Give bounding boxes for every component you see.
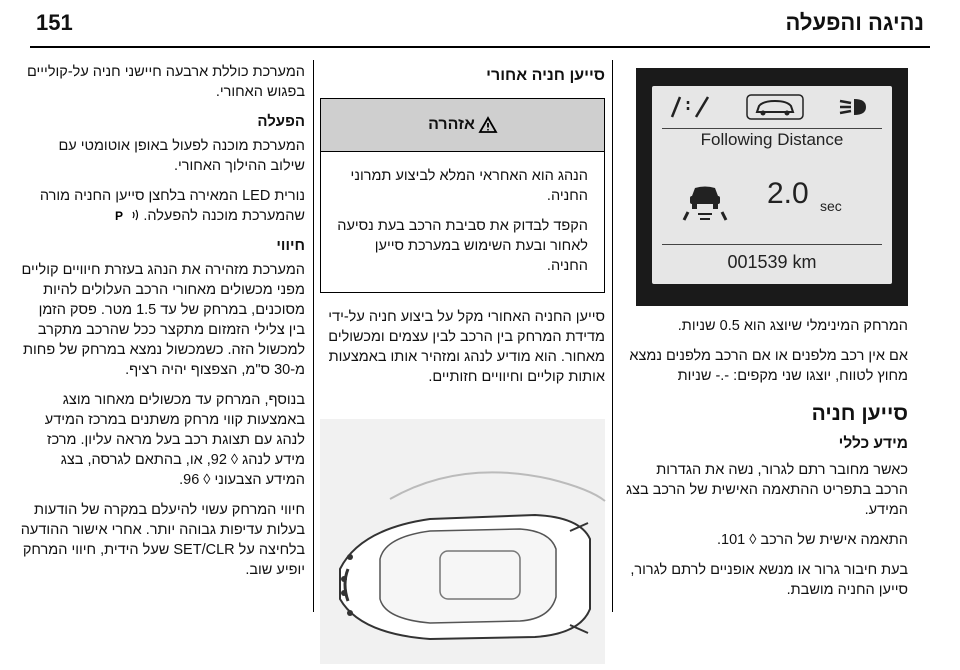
section-heading: סייען חניה אחורי xyxy=(486,67,605,84)
section-title: נהיגה והפעלה xyxy=(785,10,924,35)
display-screen xyxy=(652,86,892,284)
following-distance-unit: sec xyxy=(820,198,842,214)
warning-body xyxy=(321,152,604,292)
following-distance-value: 2.0 xyxy=(767,177,809,210)
paragraph: המערכת מזהירה את הנהג בעזרת חיוויים קוליים מפני מכשולים מאחורי הרכב העלולים להיות מסוכנים, במרחק של עד 1.5 מטר. פסק הזמן בין צלילי הזמזום מתקצר ככל שהרכב מתקרב למכשול הזה. כשמכשול נמצא במרחק של פחות מ-30 ס"מ, הצפצוף יהיה רציף. xyxy=(21,262,305,378)
car-rear-view-icon xyxy=(320,419,605,664)
following-distance-icon xyxy=(682,182,728,222)
paragraph: בעת חיבור גרור או מנשא אופניים לרתם לגרור, סייען החניה מושבת. xyxy=(630,562,908,598)
paragraph: אם אין רכב מלפנים או אם הרכב מלפנים נמצא מחוץ לטווח, יוצגו שני מקפים: -.- שניות xyxy=(629,348,908,384)
page-number: 151 xyxy=(36,10,73,35)
led-paragraph-text: נורית LED המאירה בלחצן סייען החניה מורה שהמערכת מוכנה להפעלה. xyxy=(39,188,305,224)
headlight-icon xyxy=(836,95,876,119)
warning-paragraph: הקפד לבדוק את סביבת הרכב בעת נסיעה לאחור ובעת השימוש במערכת סייען החניה. xyxy=(337,218,588,274)
paragraph: חיווי המרחק עשוי להיעלם במקרה של הודעות בעלות עדיפות גבוהה יותר. אחרי אישור ההודעה בלחיצה על SET/CLR שעל הידית, חיווי המרחק יופיע שוב. xyxy=(20,502,305,578)
display-title: Following Distance xyxy=(700,130,844,149)
warning-title: אזהרה xyxy=(428,116,475,133)
warning-paragraph: הנהג הוא האחראי המלא לביצוע תמרוני החניה. xyxy=(350,168,588,204)
warning-triangle-icon xyxy=(479,117,497,133)
middle-column xyxy=(320,62,605,664)
paragraph: בנוסף, המרחק עד מכשולים מאחור מוצג באמצעות קווי מרחק משתנים במרכז המידע לנהג עם תצוגת רכב בעל מראה עליון. מרכז מידע לנהג ◊ 92, או, בהתאם לגרסה, בצג המידע הצבעוני ◊ 96. xyxy=(44,392,305,488)
parking-assist-icon xyxy=(115,208,139,223)
paragraph: המערכת מוכנה לפעול באופן אוטומטי עם שילוב ההילוך האחורי. xyxy=(58,138,305,174)
right-column xyxy=(620,62,908,610)
subsection-heading: מידע כללי xyxy=(838,435,908,452)
warning-header xyxy=(321,99,604,152)
lane-warning-icon xyxy=(668,95,714,119)
cross-reference: התאמה אישית של הרכב ◊ 101. xyxy=(716,532,908,548)
left-column xyxy=(20,62,305,590)
odometer-reading: 001539 km xyxy=(727,252,817,272)
svg-text:P: P xyxy=(115,209,124,223)
section-heading: סייען חניה xyxy=(811,402,908,425)
page-header xyxy=(0,0,960,48)
display-icon-row xyxy=(652,92,892,122)
subsection-heading: חיווי xyxy=(276,237,305,254)
driver-info-display xyxy=(636,68,908,306)
column-divider-left xyxy=(313,60,314,612)
paragraph: סייען החניה האחורי מקל על ביצוע חניה על-ידי מדידת המרחק בין הרכב לבין עצמים ומכשולים מאחור. הוא מודיע לנהג ומזהיר אותו באמצעות אותות קוליים וחיוויים חזותיים. xyxy=(328,309,605,385)
display-divider-bottom xyxy=(662,244,882,245)
rear-bumper-sensor-illustration xyxy=(320,419,605,664)
paragraph xyxy=(20,186,305,226)
column-divider-right xyxy=(612,60,613,612)
paragraph: המערכת כוללת ארבעה חיישני חניה על-קולייים בפגוש האחורי. xyxy=(26,64,305,100)
warning-box xyxy=(320,98,605,293)
vehicle-ahead-icon xyxy=(745,93,805,121)
display-divider-top xyxy=(662,128,882,129)
header-rule xyxy=(30,46,930,48)
paragraph: כאשר מחובר רתם לגרור, נשה את הגדרות הרכב בתפריט ההתאמה האישית של הרכב בצג המידע. xyxy=(625,462,908,518)
paragraph: המרחק המינימלי שיוצג הוא 0.5 שניות. xyxy=(677,318,908,334)
subsection-heading: הפעלה xyxy=(257,113,305,130)
